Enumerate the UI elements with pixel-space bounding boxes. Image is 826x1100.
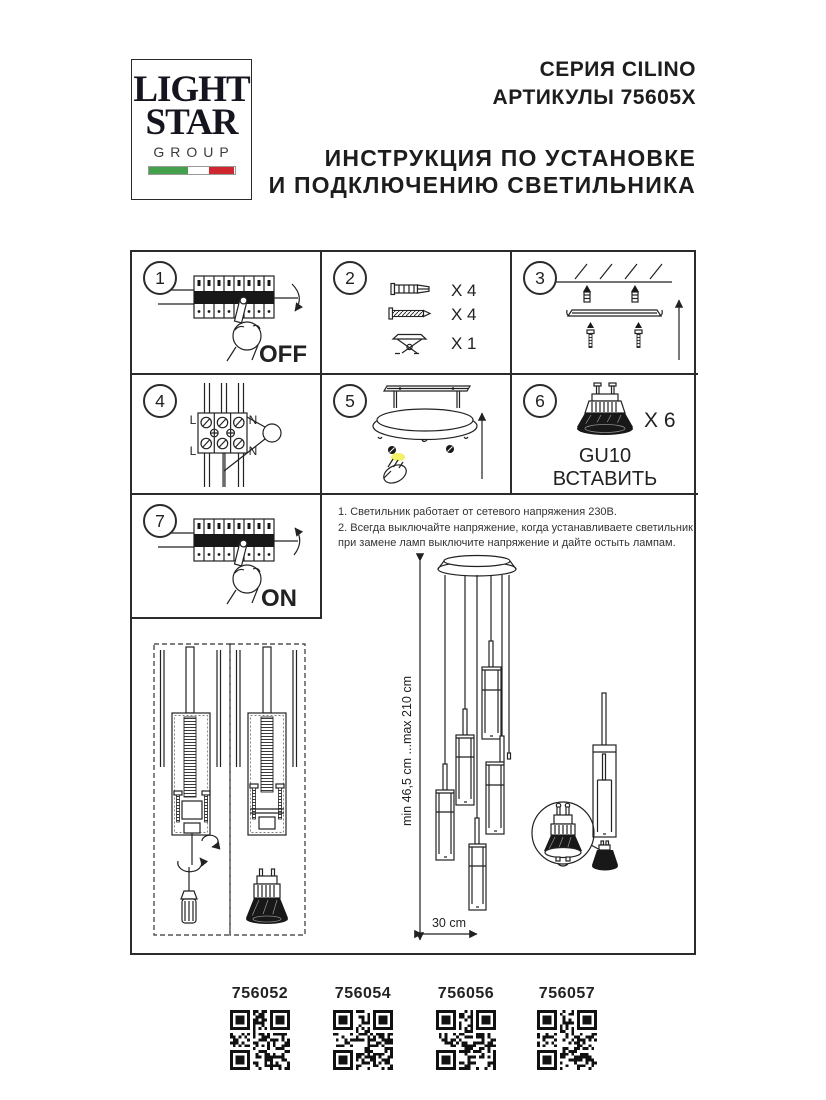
step-1-number: 1: [143, 261, 177, 295]
step-3-number: 3: [523, 261, 557, 295]
qr-code: [537, 1010, 597, 1070]
qr-code: [230, 1010, 290, 1070]
screw-icon: [389, 308, 430, 319]
step-6-cell: [512, 375, 698, 495]
assembly-diagram: [132, 495, 694, 953]
bracket-icon: [384, 386, 470, 408]
step-5-cell: [322, 375, 512, 495]
l-top-label: L: [189, 413, 197, 427]
pendant-shade: [482, 641, 501, 739]
note-line-2: 2. Всегда выключайте напряжение, когда устанавливаете светильник,: [338, 521, 697, 534]
instruction-title-line2: И ПОДКЛЮЧЕНИЮ СВЕТИЛЬНИКА: [268, 172, 696, 198]
magnifier-icon: [532, 802, 602, 866]
ceiling-icon: [542, 264, 672, 282]
l-bottom-label: L: [189, 444, 197, 458]
articles-title: АРТИКУЛЫ 75605X: [492, 86, 696, 109]
screw-qty-label: X 4: [451, 305, 477, 324]
bulb-insert-detail-icon: [237, 647, 297, 835]
note-line-3: при замене ламп выключите напряжение и дайте остыть лампам.: [338, 537, 676, 549]
gu10-bulb-icon: [246, 869, 288, 924]
width-label: 30 cm: [431, 916, 467, 930]
rod-adjust-detail-icon: [161, 647, 221, 865]
qr-item: [323, 985, 403, 1075]
height-range-label: min 46,5 cm ...max 210 cm: [400, 675, 414, 827]
width-dimension: [422, 916, 477, 934]
turning-hand-icon: [381, 459, 410, 487]
article-number: 756056: [437, 985, 495, 1002]
insert-label: ВСТАВИТЬ: [552, 468, 658, 490]
qr-code: [333, 1010, 393, 1070]
step-3-cell: [512, 252, 698, 375]
logo-word-light: LIGHT: [133, 69, 250, 110]
instruction-title-line1: ИНСТРУКЦИЯ ПО УСТАНОВКЕ: [324, 145, 696, 171]
off-label: OFF: [259, 341, 307, 368]
document-header: [269, 57, 696, 199]
qr-item: [426, 985, 506, 1075]
dowel-anchor-icon: [583, 285, 639, 302]
bracket-icon: [393, 335, 426, 354]
screwdriver-icon: [178, 858, 202, 923]
step-2-cell: [322, 252, 512, 375]
lightstar-logo: [131, 59, 252, 200]
pendant-shade: [486, 736, 504, 834]
n-top-label: N: [248, 413, 258, 427]
dowel-qty-label: X 4: [451, 281, 477, 300]
step-6-number: 6: [523, 384, 557, 418]
height-dimension: [400, 561, 420, 940]
gu10-bulb-icon: [577, 383, 633, 435]
note-line-1: 1. Светильник работает от сетевого напряжения 230В.: [338, 506, 617, 518]
qr-item: [220, 985, 300, 1075]
socket-label: GU10: [578, 445, 632, 467]
breaker-panel-icon: [158, 276, 298, 318]
step-4-cell: [132, 375, 322, 495]
steps-grid: [130, 250, 696, 955]
n-bottom-label: N: [248, 444, 258, 458]
step-1-cell: [132, 252, 322, 375]
qr-codes-section: [0, 985, 826, 1085]
step-2-number: 2: [333, 261, 367, 295]
pendant-shade: [436, 764, 454, 860]
italian-flag-icon: [148, 166, 236, 175]
article-number: 756054: [334, 985, 392, 1002]
terminal-block-icon: [198, 413, 247, 453]
article-number: 756057: [538, 985, 596, 1002]
qr-code: [436, 1010, 496, 1070]
on-label: ON: [261, 585, 297, 612]
chandelier-icon: [436, 556, 516, 911]
pendant-detail-icon: [592, 693, 618, 871]
qr-item: [527, 985, 607, 1075]
logo-word-group: GROUP: [153, 144, 235, 161]
pendant-shade: [469, 818, 486, 910]
pendant-shade: [456, 709, 474, 805]
canopy-screw-icon: [388, 445, 454, 454]
bracket-qty-label: X 1: [451, 334, 477, 353]
step-7-number: 7: [143, 504, 177, 538]
mount-screw-icon: [587, 322, 642, 348]
series-title: СЕРИЯ CILINO: [539, 58, 696, 81]
dowel-icon: [391, 284, 429, 295]
step-5-number: 5: [333, 384, 367, 418]
article-number: 756052: [231, 985, 289, 1002]
logo-word-star: STAR: [145, 101, 238, 143]
bracket-icon: [567, 310, 662, 316]
canopy-icon: [373, 409, 477, 442]
step-4-number: 4: [143, 384, 177, 418]
bulb-qty-label: X 6: [644, 409, 676, 432]
